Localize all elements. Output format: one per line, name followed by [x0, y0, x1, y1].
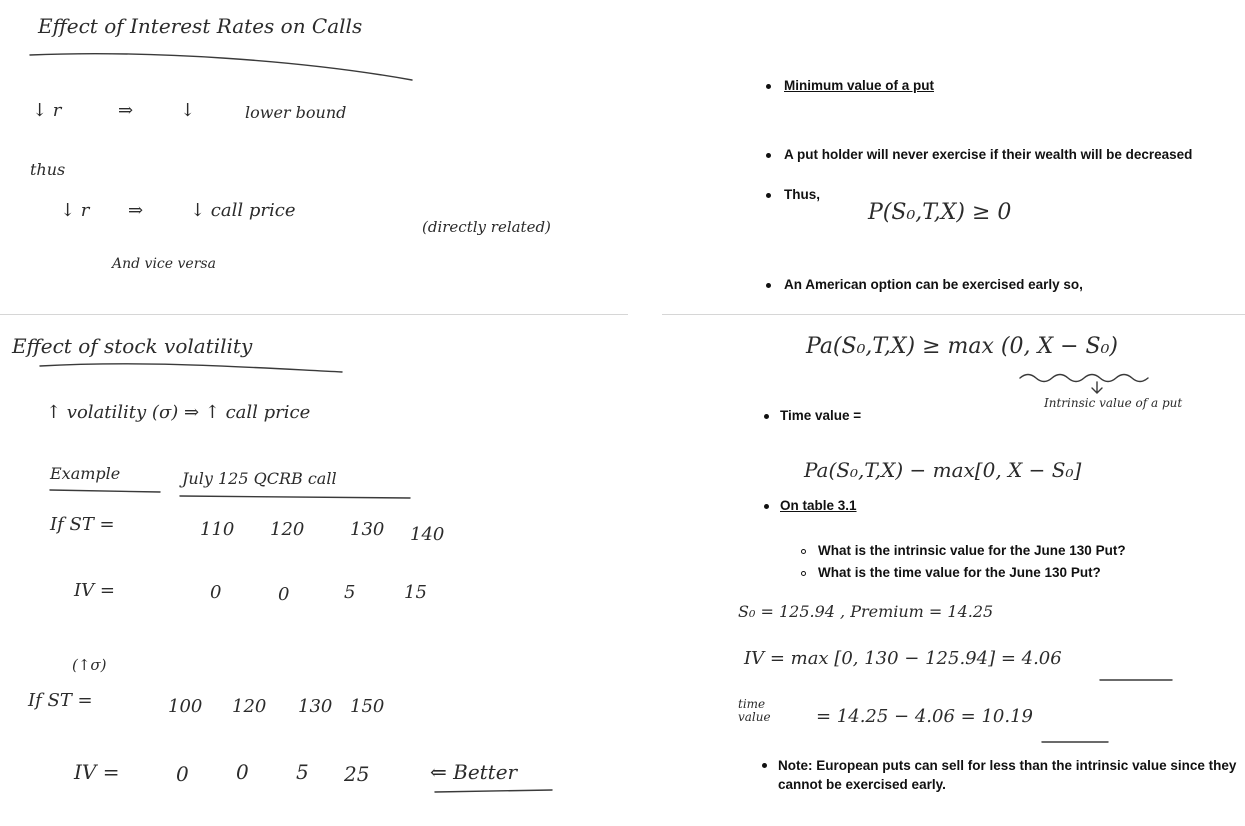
- directly-related-note: (directly related): [422, 218, 551, 236]
- question-time-value: What is the time value for the June 130 Put?: [818, 565, 1101, 580]
- interest-rates-title: Effect of Interest Rates on Calls: [38, 14, 363, 38]
- bullet-dot: [766, 153, 771, 158]
- iv-value: 25: [344, 762, 370, 786]
- table-reference-link[interactable]: On table 3.1: [780, 498, 857, 513]
- min-put-value-heading: Minimum value of a put: [784, 78, 935, 93]
- lower-bound-text: lower bound: [245, 103, 347, 122]
- bullet-dot: [766, 193, 771, 198]
- put-holder-statement: A put holder will never exercise if their wealth will be decreased: [784, 147, 1193, 162]
- vice-versa-text: And vice versa: [112, 256, 216, 272]
- call-price-down-text: ↓ call price: [190, 200, 296, 221]
- iv-label-1: IV =: [74, 580, 115, 601]
- iv-value: 0: [278, 584, 290, 605]
- bullet-dot: [764, 414, 769, 419]
- sigma-up-note: (↑σ): [72, 656, 107, 674]
- iv-value: 0: [176, 762, 189, 786]
- intrinsic-value-calculation: IV = max [0, 130 − 125.94] = 4.06: [744, 648, 1062, 669]
- iv-value: 5: [296, 760, 309, 784]
- sub-bullet-circle: [801, 549, 806, 554]
- bullet-dot: [764, 504, 769, 509]
- iv-value: 0: [236, 760, 249, 784]
- quadrant-min-put-value: [628, 0, 1245, 314]
- implies-arrow-2: ⇒: [128, 200, 144, 221]
- time-value-formula: Pa(S₀,T,X) − max[0, X − S₀]: [804, 458, 1082, 482]
- iv-label-2: IV =: [74, 760, 120, 784]
- question-intrinsic-value: What is the intrinsic value for the June 130 Put?: [818, 543, 1126, 558]
- quadrant-stock-volatility: [0, 314, 628, 826]
- example-label: Example: [50, 464, 121, 483]
- st-value: 140: [410, 524, 445, 545]
- implies-arrow-1: ⇒: [118, 100, 134, 121]
- bullet-dot: [762, 763, 767, 768]
- time-value-label: Time value =: [780, 408, 862, 423]
- if-st-label-2: If ST =: [28, 690, 93, 711]
- quadrant-interest-rates: [0, 0, 628, 314]
- intrinsic-value-note: Intrinsic value of a put: [1044, 396, 1183, 410]
- given-values: S₀ = 125.94 , Premium = 14.25: [738, 602, 994, 621]
- st-value: 130: [298, 696, 333, 717]
- iv-value: 0: [210, 582, 222, 603]
- time-value-word: time value: [738, 697, 771, 724]
- st-value: 110: [200, 519, 235, 540]
- bullet-dot: [766, 84, 771, 89]
- iv-value: 5: [344, 582, 356, 603]
- thus-bullet: Thus,: [784, 187, 820, 202]
- quadrant-time-value: [628, 314, 1245, 826]
- american-option-statement: An American option can be exercised early so,: [784, 277, 1083, 292]
- if-st-label-1: If ST =: [50, 514, 115, 535]
- st-value: 120: [232, 696, 267, 717]
- sub-bullet-circle: [801, 571, 806, 576]
- volatility-title: Effect of stock volatility: [12, 334, 253, 358]
- rate-down-symbol: ↓ r: [32, 100, 62, 121]
- time-value-calculation: = 14.25 − 4.06 = 10.19: [816, 706, 1033, 727]
- bullet-dot: [766, 283, 771, 288]
- st-value: 120: [270, 519, 305, 540]
- st-value: 150: [350, 696, 385, 717]
- example-description: July 125 QCRB call: [182, 469, 337, 488]
- european-put-note: Note: European puts can sell for less than the intrinsic value since they cannot be exercised early.: [778, 758, 1237, 792]
- rate-down-symbol-2: ↓ r: [60, 200, 90, 221]
- better-annotation: ⇐ Better: [430, 760, 518, 784]
- st-value: 100: [168, 696, 203, 717]
- st-value: 130: [350, 519, 385, 540]
- iv-value: 15: [404, 582, 427, 603]
- put-lower-bound-formula: P(S₀,T,X) ≥ 0: [868, 200, 1012, 225]
- thus-text: thus: [30, 160, 66, 179]
- volatility-rule: ↑ volatility (σ) ⇒ ↑ call price: [46, 402, 311, 423]
- down-arrow-1: ↓: [180, 100, 196, 121]
- american-put-formula: Pa(S₀,T,X) ≥ max (0, X − S₀): [806, 334, 1118, 359]
